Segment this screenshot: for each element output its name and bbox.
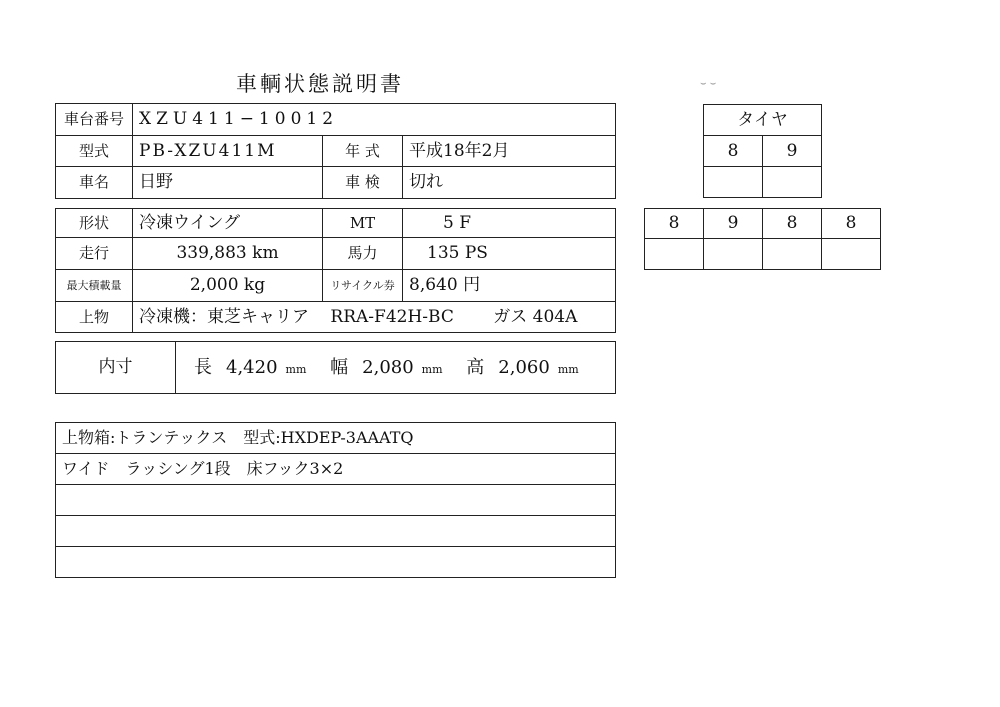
body-value [133, 302, 616, 333]
tire-rear-4: 8 [822, 209, 881, 239]
tire-rear-blank [763, 239, 822, 270]
height-label: 高 [466, 356, 485, 378]
tire-front-table [703, 104, 822, 198]
shape-label: 形状 [56, 209, 133, 238]
inner-dims-label: 内寸 [56, 342, 176, 394]
inspection-value: 切れ [403, 167, 616, 199]
shape-value: 冷凍ウイング [133, 209, 323, 238]
chassis-no-label: 車台番号 [56, 104, 133, 136]
mt-value: 5 F [403, 209, 616, 238]
length-label: 長 [194, 356, 212, 378]
mt-label: MT [323, 209, 403, 238]
year-label: 年 式 [323, 136, 403, 167]
horsepower-value: 135 PS [403, 238, 616, 270]
mileage-label: 走行 [56, 238, 133, 270]
note-line [56, 547, 616, 578]
model-label: 型式 [56, 136, 133, 167]
model-value: PB-XZU411M [133, 136, 323, 167]
tire-rear-3: 8 [763, 209, 822, 239]
height-unit: mm [557, 362, 579, 376]
note-line [56, 485, 616, 516]
recycle-value: 8,640 円 [403, 270, 616, 302]
name-label: 車名 [56, 167, 133, 199]
inner-dims-table [55, 341, 616, 394]
body-label: 上物 [56, 302, 133, 333]
vehicle-id-table [55, 103, 616, 199]
tire-front-right: 9 [763, 136, 822, 167]
width-unit: mm [421, 362, 443, 376]
document-title: 車輌状態説明書 [236, 72, 404, 96]
body-gas: ガス 404A [493, 306, 578, 327]
tire-front-blank [763, 167, 822, 198]
length-value: 4,420 [226, 356, 278, 378]
year-value: 平成18年2月 [403, 136, 616, 167]
scan-mark: ⌣ ⌣ [700, 78, 717, 89]
width-label: 幅 [330, 356, 349, 378]
name-value: 日野 [133, 167, 323, 199]
note-line: 上物箱:トランテックス 型式:HXDEP-3AAATQ [56, 423, 616, 454]
body-refrigerator: 冷凍機：東芝キャリア [139, 306, 309, 327]
tire-front-blank [704, 167, 763, 198]
inspection-label: 車 検 [323, 167, 403, 199]
body-unit-model: RRA-F42H-BC [330, 306, 454, 327]
note-line: ワイド ラッシング1段 床フック3×2 [56, 454, 616, 485]
notes-table [55, 422, 616, 578]
chassis-no-value: XZU411−10012 [133, 104, 616, 136]
tire-rear-blank [704, 239, 763, 270]
width-value: 2,080 [362, 356, 414, 378]
length-unit: mm [285, 362, 307, 376]
max-load-value: 2,000 kg [133, 270, 323, 302]
mileage-value: 339,883 km [133, 238, 323, 270]
tire-rear-blank [645, 239, 704, 270]
tire-title: タイヤ [704, 105, 822, 136]
tire-rear-table [644, 208, 881, 270]
max-load-label: 最大積載量 [56, 270, 133, 302]
tire-rear-2: 9 [704, 209, 763, 239]
inner-dims-values [176, 342, 616, 394]
tire-front-left: 8 [704, 136, 763, 167]
tire-rear-blank [822, 239, 881, 270]
recycle-label: リサイクル券 [323, 270, 403, 302]
note-line [56, 516, 616, 547]
tire-rear-1: 8 [645, 209, 704, 239]
vehicle-spec-table [55, 208, 616, 333]
horsepower-label: 馬力 [323, 238, 403, 270]
height-value: 2,060 [498, 356, 550, 378]
